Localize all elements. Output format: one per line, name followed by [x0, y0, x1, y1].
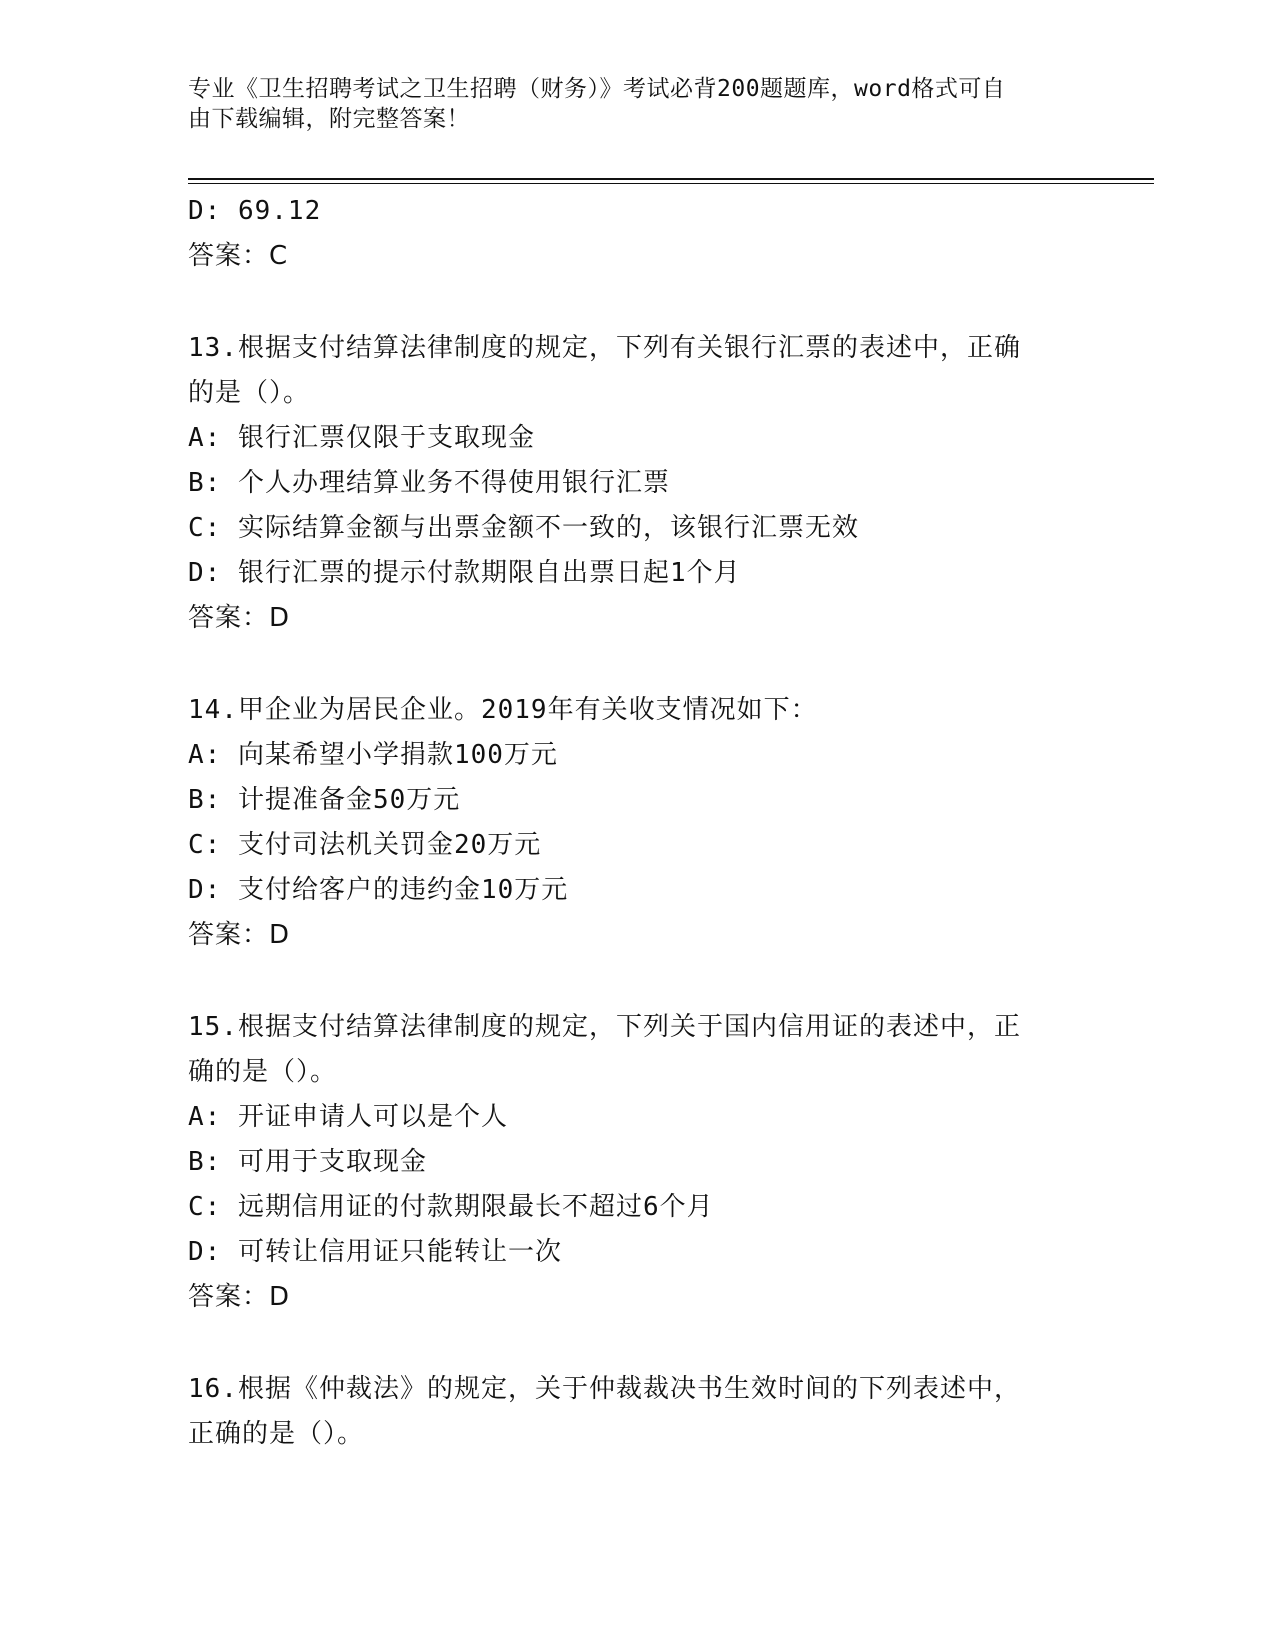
option-a: A: 银行汇票仅限于支取现金 [188, 423, 535, 453]
option-c: C: 实际结算金额与出票金额不一致的，该银行汇票无效 [188, 513, 859, 543]
document-header [188, 74, 1088, 134]
answer: 答案：D [188, 920, 291, 950]
answer: 答案：D [188, 1282, 291, 1312]
option-c: C: 支付司法机关罚金20万元 [188, 830, 542, 860]
spacer [188, 958, 1088, 1005]
question-15 [188, 1005, 1088, 1320]
option-b: B: 个人办理结算业务不得使用银行汇票 [188, 468, 670, 498]
prev-option-d: D: 69.12 [188, 196, 322, 226]
document-content [188, 189, 1088, 1457]
spacer [188, 641, 1088, 688]
question-stem-line-1: 14.甲企业为居民企业。2019年有关收支情况如下： [188, 695, 818, 725]
answer: 答案：D [188, 603, 291, 633]
option-d: D: 支付给客户的违约金10万元 [188, 875, 569, 905]
question-16 [188, 1367, 1088, 1457]
question-14 [188, 688, 1088, 958]
option-c: C: 远期信用证的付款期限最长不超过6个月 [188, 1192, 714, 1222]
question-13 [188, 326, 1088, 641]
header-divider-thin [188, 183, 1154, 184]
question-stem-line-2: 确的是（）。 [188, 1057, 338, 1087]
question-stem-line-1: 16.根据《仲裁法》的规定，关于仲裁裁决书生效时间的下列表述中， [188, 1374, 1021, 1404]
header-line-2: 由下载编辑，附完整答案！ [188, 106, 470, 132]
question-stem-line-2: 的是（）。 [188, 378, 311, 408]
option-d: D: 银行汇票的提示付款期限自出票日起1个月 [188, 558, 741, 588]
spacer [188, 1320, 1088, 1367]
spacer [188, 279, 1088, 326]
question-stem-line-2: 正确的是（）。 [188, 1419, 365, 1449]
option-a: A: 向某希望小学捐款100万元 [188, 740, 558, 770]
prev-answer: 答案：C [188, 241, 289, 271]
header-line-1: 专业《卫生招聘考试之卫生招聘（财务）》考试必背200题题库，word格式可自 [188, 76, 1006, 102]
option-b: B: 可用于支取现金 [188, 1147, 427, 1177]
option-b: B: 计提准备金50万元 [188, 785, 461, 815]
question-stem-line-1: 13.根据支付结算法律制度的规定，下列有关银行汇票的表述中，正确 [188, 333, 1021, 363]
option-d: D: 可转让信用证只能转让一次 [188, 1237, 562, 1267]
question-stem-line-1: 15.根据支付结算法律制度的规定，下列关于国内信用证的表述中，正 [188, 1012, 1021, 1042]
header-divider-thick [188, 178, 1154, 180]
option-a: A: 开证申请人可以是个人 [188, 1102, 508, 1132]
